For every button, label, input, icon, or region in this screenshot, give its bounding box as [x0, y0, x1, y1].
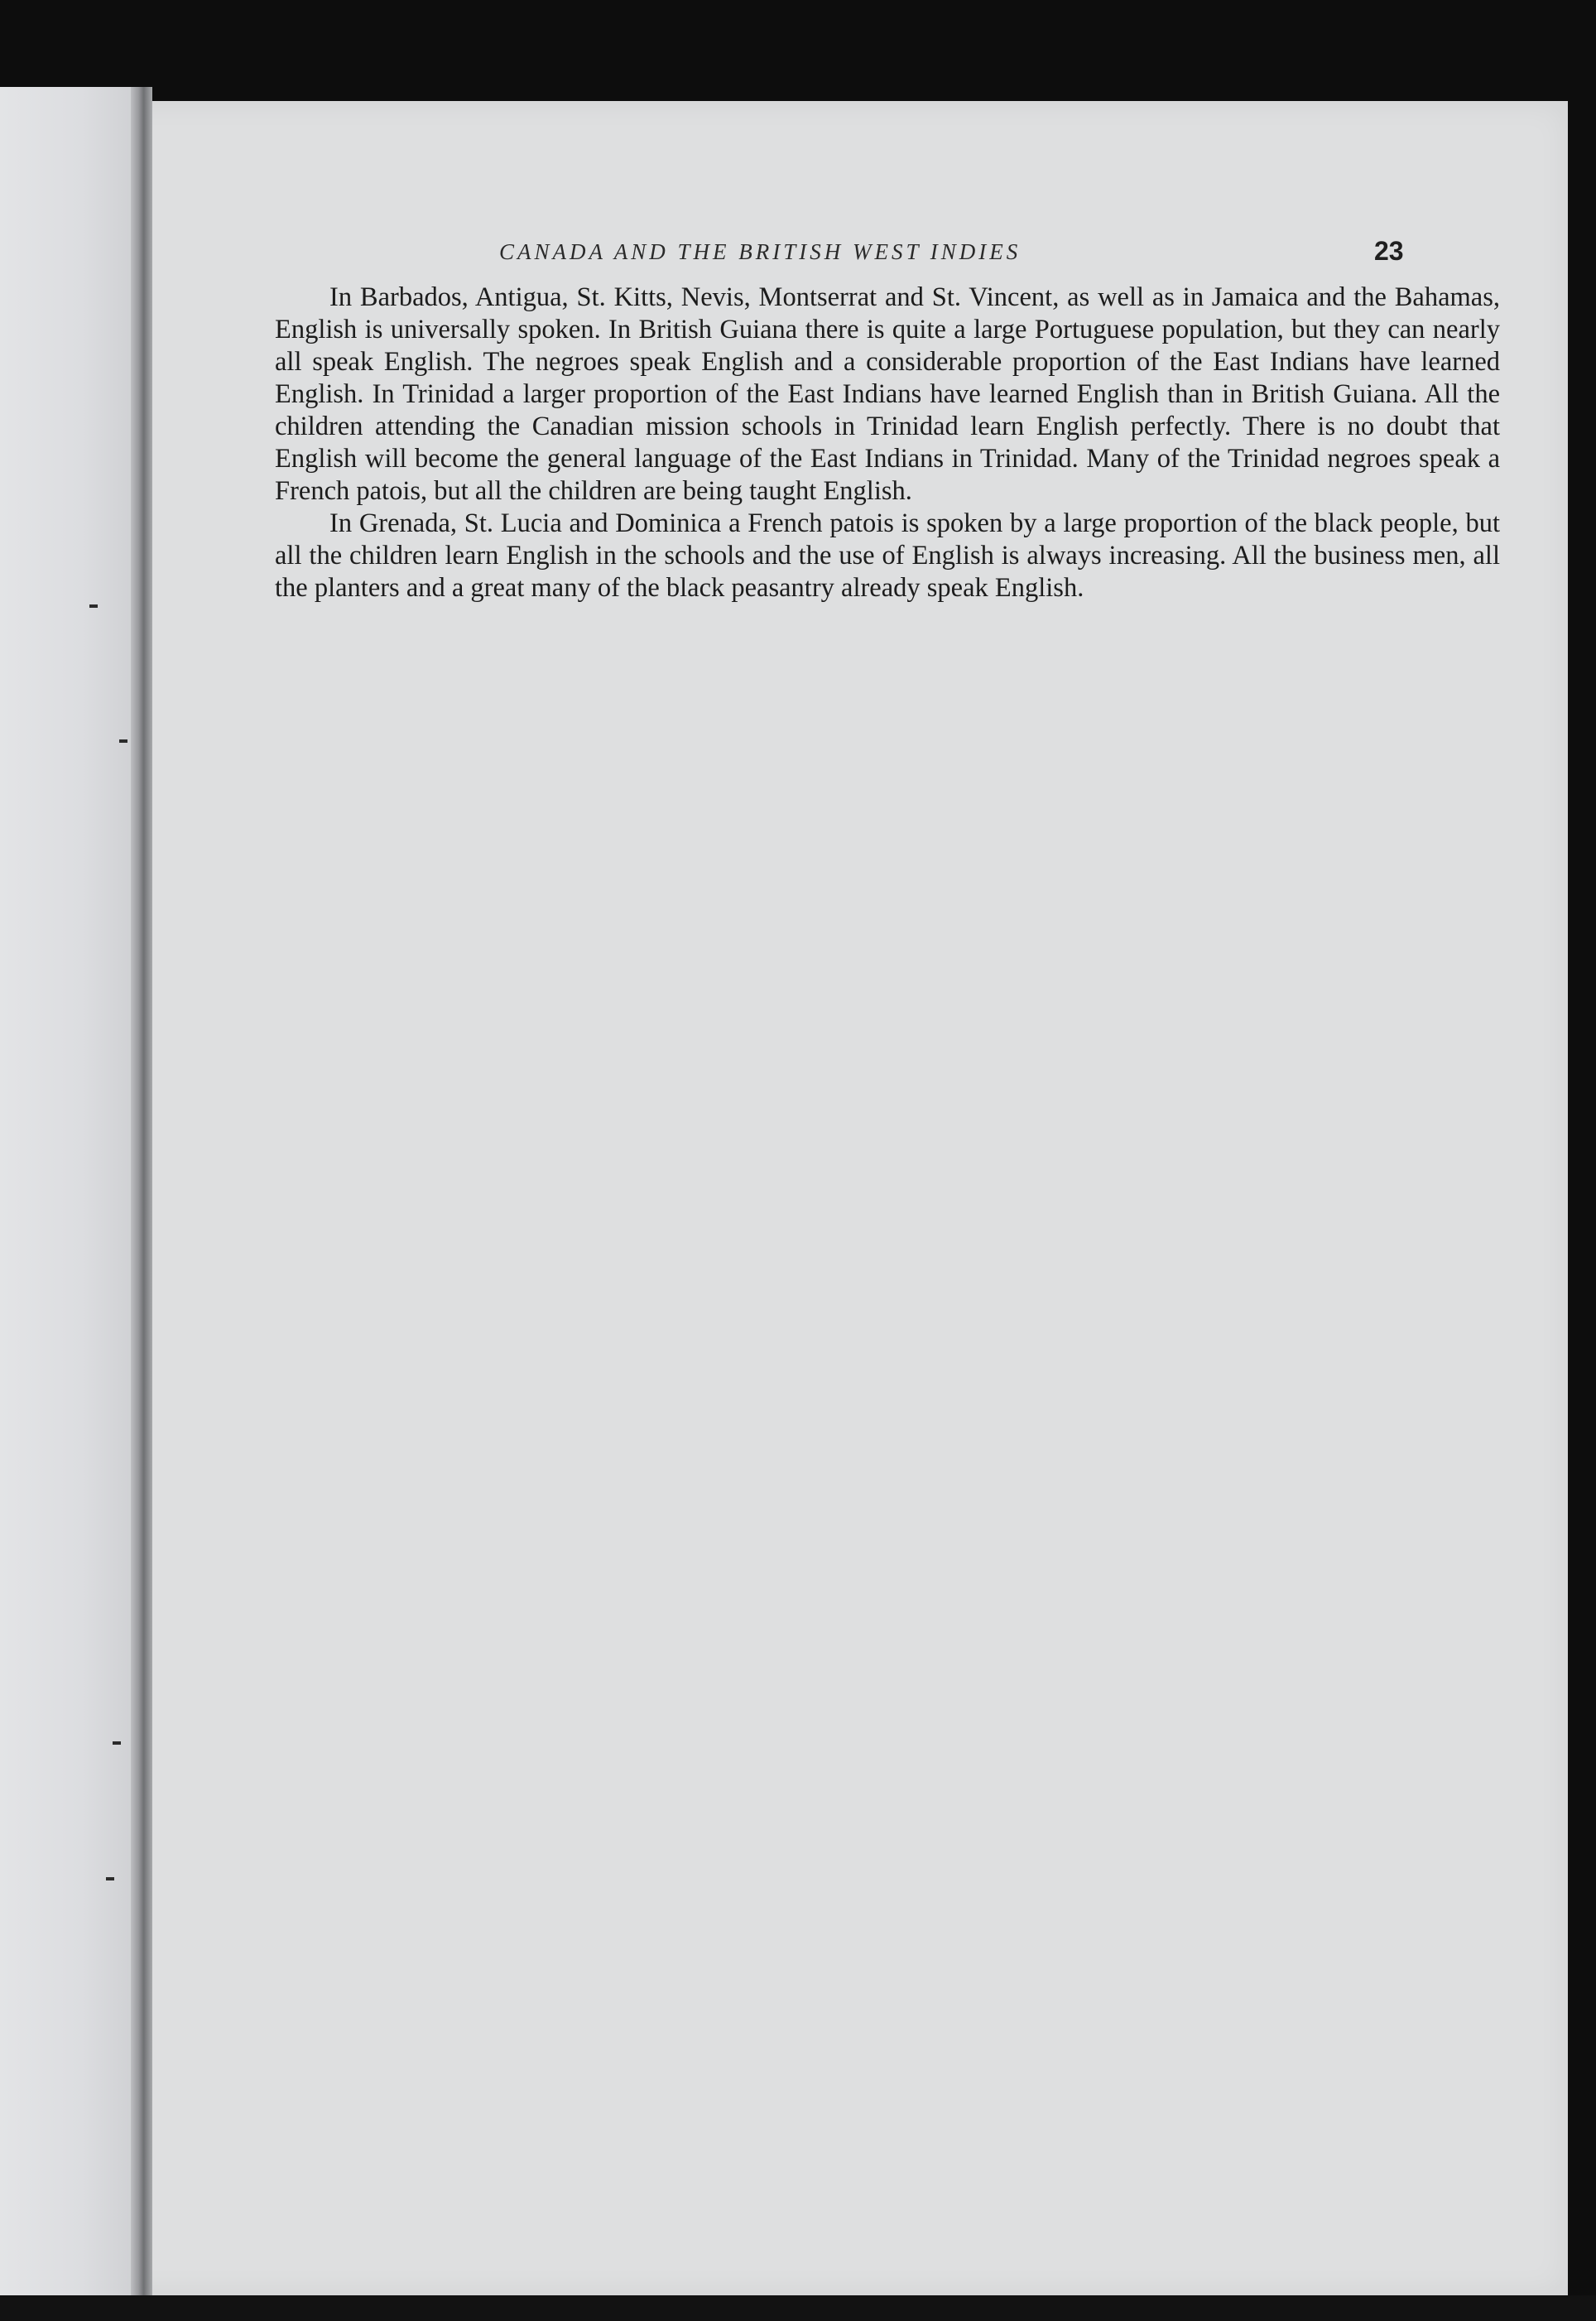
body-text: [275, 282, 1500, 604]
scan-top-border: [0, 0, 1596, 101]
book-gutter-shadow: [131, 87, 152, 2321]
margin-mark: [89, 604, 98, 608]
running-head: [99, 236, 1568, 269]
page-number: 23: [1374, 236, 1404, 266]
margin-mark: [119, 739, 127, 743]
scan-bottom-border: [0, 2295, 1596, 2321]
document-page: [99, 101, 1568, 2295]
margin-mark: [113, 1741, 121, 1745]
paragraph-1: In Barbados, Antigua, St. Kitts, Nevis, Montserrat and St. Vincent, as well as in Jamaica and the Bahamas, English is universally spoken. In British Guiana there is quite a large Portuguese population, but they can nearly all speak English. The negroes speak English and a considerable proportion of the East Indians have learned English. In Trinidad a larger proportion of the East Indians have learned English than in British Guiana. All the children attending the Canadian mission schools in Trinidad learn English perfectly. There is no doubt that English will become the general language of the East Indians in Trinidad. Many of the Trinidad negroes speak a French patois, but all the children are being taught English.: [275, 282, 1500, 506]
facing-page-edge: [0, 87, 137, 2321]
margin-mark: [106, 1877, 114, 1880]
paragraph-2: In Grenada, St. Lucia and Dominica a French patois is spoken by a large proportion of the black people, but all the children learn English in the schools and the use of English is always increasing. All the business men, all the planters and a great many of the black peasantry already speak English.: [275, 508, 1500, 603]
scan-right-border: [1568, 0, 1596, 2321]
running-title: CANADA AND THE BRITISH WEST INDIES: [499, 239, 1022, 264]
